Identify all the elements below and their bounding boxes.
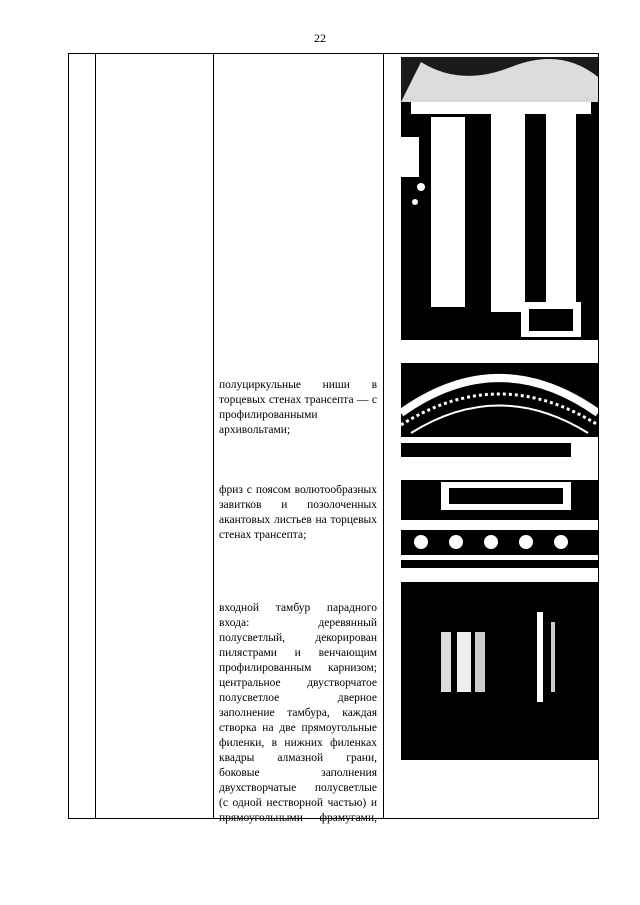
description-line: входа: деревянный bbox=[219, 617, 377, 629]
description-line: профилированным карнизом; bbox=[219, 662, 377, 674]
description-line: архивольтами; bbox=[219, 424, 291, 436]
description-frieze bbox=[219, 483, 377, 543]
description-line: заполнение тамбура, каждая bbox=[219, 707, 377, 719]
description-line: створка на две прямоугольные bbox=[219, 722, 377, 734]
frieze-photo bbox=[401, 470, 598, 568]
description-line: фриз с поясом волютообразных bbox=[219, 484, 377, 496]
description-line: боковые заполнения bbox=[219, 767, 377, 779]
description-line: полусветлое дверное bbox=[219, 692, 377, 704]
column-divider-3 bbox=[383, 53, 384, 819]
column-divider-2 bbox=[213, 53, 214, 819]
description-line: завитков и позолоченных bbox=[219, 499, 377, 511]
description-line: торцевых стенах трансепта — с bbox=[219, 394, 377, 406]
description-line: пилястрами и венчающим bbox=[219, 647, 377, 659]
description-line: квадры алмазной грани, bbox=[219, 752, 377, 764]
description-line: полуциркульные ниши в bbox=[219, 379, 377, 391]
colonnade-photo bbox=[401, 57, 598, 350]
description-line: прямоугольными фрамугами, bbox=[219, 812, 377, 824]
description-line: центральное двустворчатое bbox=[219, 677, 377, 689]
description-line: двухстворчатые полусветлые bbox=[219, 782, 377, 794]
description-line: акантовых листьев на торцевых bbox=[219, 514, 377, 526]
entrance-tambour-photo bbox=[401, 582, 598, 760]
description-line: (с одной нестворной частью) и bbox=[219, 797, 377, 809]
column-divider-1 bbox=[95, 53, 96, 819]
description-line: полусветлый, декорирован bbox=[219, 632, 377, 644]
arched-niche-photo bbox=[401, 363, 598, 457]
description-line: филенки, в нижних филенках bbox=[219, 737, 377, 749]
description-tambour bbox=[219, 601, 377, 826]
description-niches bbox=[219, 378, 377, 438]
description-line: стенах трансепта; bbox=[219, 529, 307, 541]
description-line: профилированными bbox=[219, 409, 318, 421]
page-number: 22 bbox=[314, 31, 326, 45]
description-line: входной тамбур парадного bbox=[219, 602, 377, 614]
